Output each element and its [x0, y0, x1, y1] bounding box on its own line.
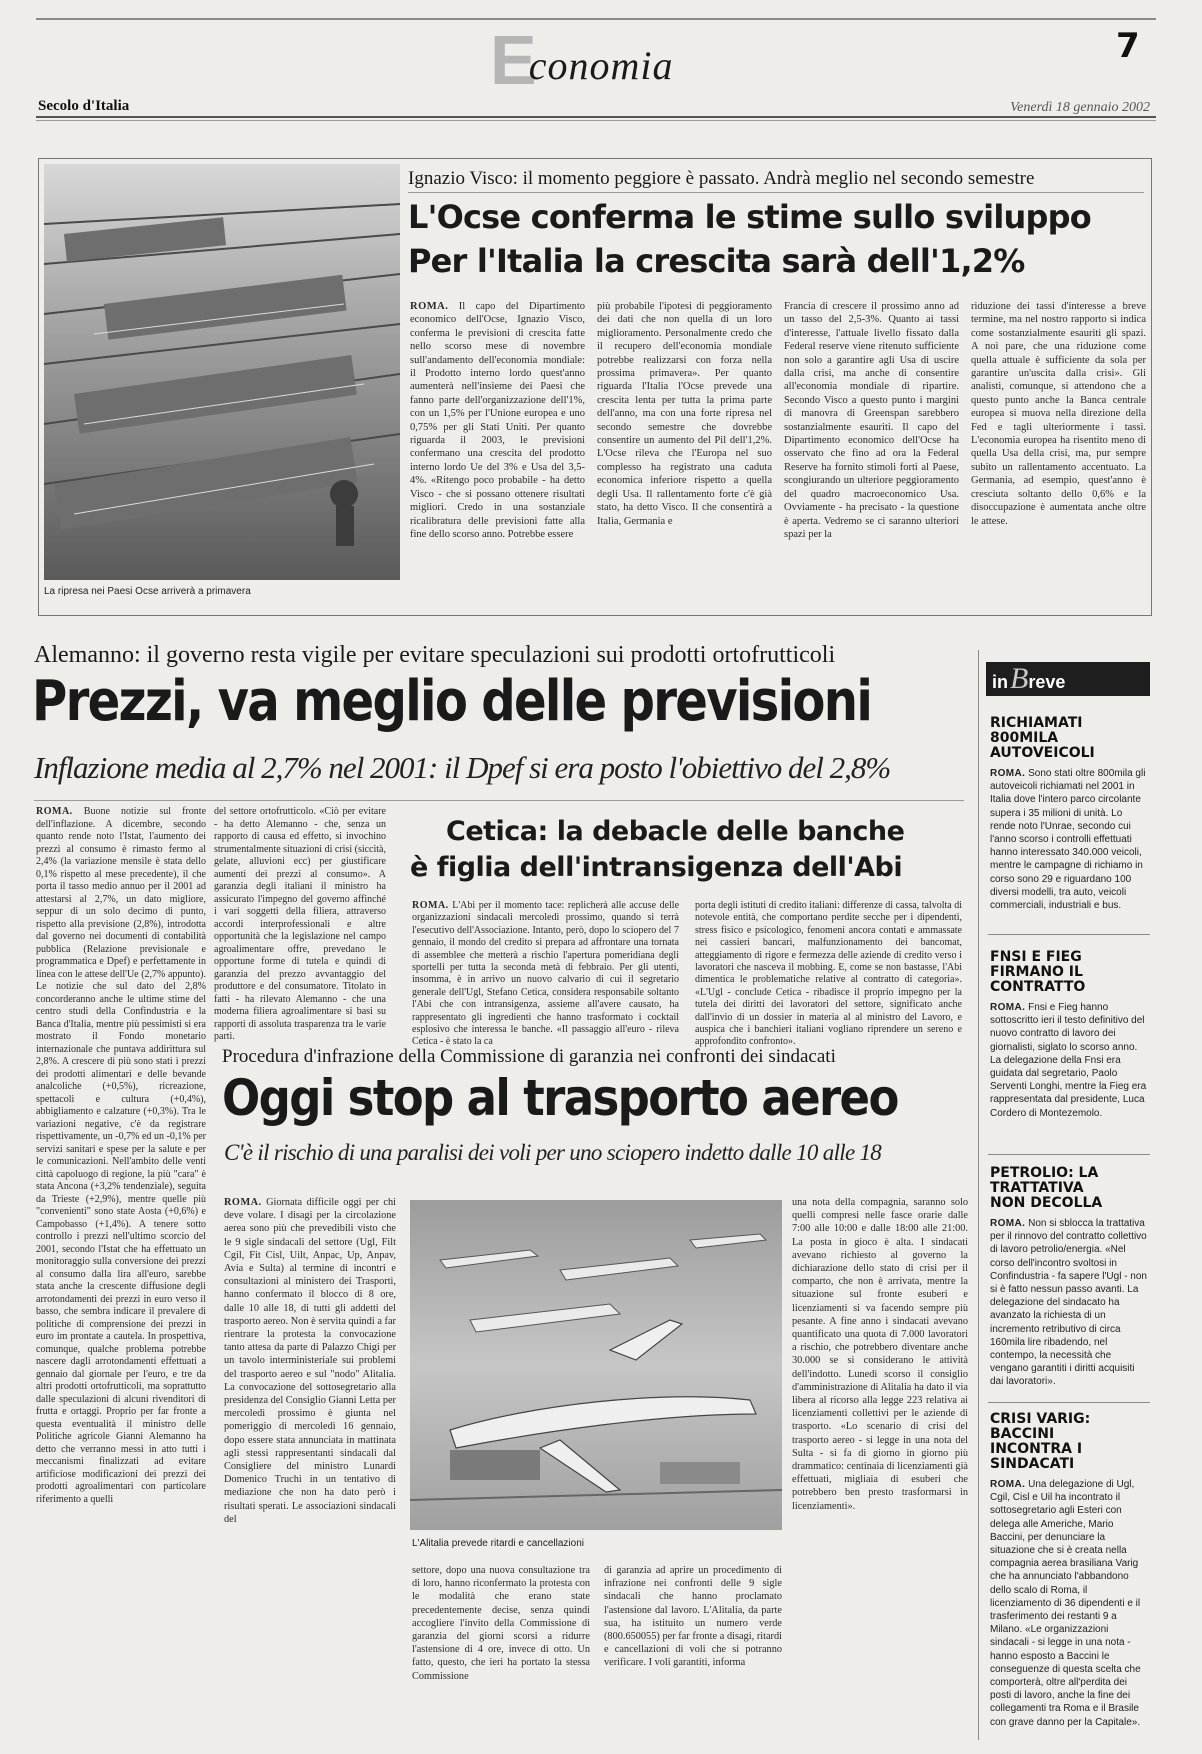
aereo-col-2 — [412, 1564, 590, 1740]
ocse-col-3 — [784, 300, 959, 608]
ocse-col-2-text: più probabile l'ipotesi di peggioramento dei dati che non quella di un loro miglioramento. Personalmente credo che il recupero dell'economia mondiale potrebbe realizzarsi con forza nella prossima primavera». Per quanto riguarda l'Italia l'Ocse prevede una crescita lenta per tutta la prima parte dell'anno, ma con una forte ripresa nel secondo semestre che dovrebbe consentire un aumento del Pil dell'1,2%. L'Ocse rileva che l'Europa nel suo complesso ha registrato una caduta economica inferiore rispetto a quella degli Usa. Il rallentamento forte c'è già stato, ha detto Visco. Il che consentirà a Italia, Germania e — [597, 301, 772, 527]
cetica-col-1-text: L'Abi per il momento tace: replicherà alle accuse delle organizzazioni sindacali mercoledì prossimo, quando si terrà l'esecutivo dell'Associazione. Intanto, però, dopo lo sciopero del 7 gennaio, il mondo del credito si prepara ad affrontare una tornata di assemblee che metterà a rischio l'apertura pomeridiana degli sportelli per tutta la seconda metà di febbraio. Per gli utenti, insomma, è in arrivo un nuovo calvario di cui il segretario generale dell'Ugl, Stefano Cetica, considera responsabile soltanto l'Abi che con intransigenza, assieme all'avere causato, ha rappresentato gli ingredienti che hanno trasformato i cocktail esplosivo che interessa le banche. «Il passaggio all'euro - rileva Cetica - è stato la ca — [412, 900, 680, 1048]
section-rest: conomia — [528, 43, 674, 88]
prezzi-col-1 — [36, 806, 206, 1738]
in-breve-initial: B — [1010, 662, 1029, 695]
in-breve-pre: in — [992, 672, 1008, 692]
aereo-photo-caption: L'Alitalia prevede ritardi e cancellazioni — [412, 1538, 585, 1549]
brief-item-2 — [990, 950, 1148, 1141]
aereo-col-3 — [604, 1564, 782, 1740]
paper-name: Secolo d'Italia — [38, 98, 130, 114]
brief-body-1-text: Sono stati oltre 800mila gli autoveicoli richiamati nel 2001 in Italia dove l'intero parco circolante supera i 35 milioni di unità. Lo rende noto l'Unrae, secondo cui l'anno scorso i controlli effettuati hanno interessato 340.000 veicoli, mentre le campagne di richiamo in corso sono 29 e riguardano 100 diversi modelli, tra auto, veicoli commerciali, industriali e bus. — [990, 768, 1146, 912]
ocse-photo-caption: La ripresa nei Paesi Ocse arriverà a primavera — [44, 586, 251, 597]
brief-item-4 — [990, 1412, 1148, 1746]
brief-body-2-text: Fnsi e Fieg hanno sottoscritto ieri il testo definitivo del nuovo contratto di lavoro dei giornalisti, siglato lo scorso anno. La delegazione della Fnsi era guidata dal segretario, Paolo Serventi Longhi, mentre la Fieg era rappresentata dal presidente, Luca Cordero di Montezemolo. — [990, 1002, 1147, 1119]
brief-item-3 — [990, 1166, 1148, 1401]
aereo-col-3-text: di garanzia ad aprire un procedimento di infrazione nei confronti delle 9 sigle sindacali che hanno proclamato l'astensione dal lavoro. L'Alitalia, da parte sua, ha istituito un numero verde (800.650055) per far fronte a disagi, ritardi e cancellazioni di voli che si potranno verificare. I voli garantiti, informa — [604, 1565, 782, 1669]
brief-dateline-1: ROMA. — [990, 768, 1026, 779]
prezzi-subtitle: Inflazione media al 2,7% nel 2001: il Dpef si era posto l'obiettivo del 2,8% — [34, 750, 891, 785]
cetica-title-line1: Cetica: la debacle delle banche — [446, 816, 905, 847]
aereo-col-4 — [792, 1196, 968, 1706]
ocse-title-line2: Per l'Italia la crescita sarà dell'1,2% — [408, 242, 1025, 280]
aereo-col-2-text: settore, dopo una nuova consultazione tra di loro, hanno riconfermato la protesta con le modalità che erano state precedentemente decise, senza quindi accogliere l'invito della Commissione di garanzia del giorni scorsi a ridurre l'astensione di 4 ore, invece di otto. Un fatto, questo, che ieri ha portato la stessa Commissione — [412, 1565, 590, 1682]
cetica-body — [412, 900, 962, 1048]
section-initial: E — [490, 21, 537, 99]
aereo-kicker: Procedura d'infrazione della Commissione di garanzia nei confronti dei sindacati — [222, 1046, 836, 1067]
section-title — [490, 21, 674, 99]
ocse-col-4 — [971, 300, 1146, 608]
aereo-dateline: ROMA. — [224, 1197, 262, 1208]
ocse-col-1-text: Il capo del Dipartimento economico dell'Ocse, Ignazio Visco, conferma le previsioni di crescita fatte nello scorso mese di novembre sull'andamento dell'economia mondiale: il Prodotto interno lordo quest'anno aumenterà nell'insieme dei Paesi che fanno parte dell'organizzazione dell'1%, con un 1,5% per l'Unione europea e uno 0,75% per gli Stati Uniti. Per quanto riguarda il 2003, le previsioni confermano una crescita del prodotto interno lordo Ue del 3% e Usa del 3,5-4%. «Ritengo poco probabile - ha detto Visco - che si possano ottenere risultati migliori. Credo in una sostanziale ricalibratura delle previsioni fatte alla fine dello scorso anno. Potrebbe essere — [410, 301, 585, 540]
ocse-dateline: ROMA. — [410, 301, 449, 312]
brief-body-3-text: Non si sblocca la trattativa per il rinnovo del contratto collettivo di lavoro petrolio/energia. «Nel corso dell'incontro svoltosi in Confindustria - fa sapere l'Ugl - non si è fatto nessun passo avanti. La delegazione del sindacato ha avanzato la richiesta di un incremento retributivo di circa 160mila lire ribadendo, nel contempo, la necessità che vengano garantiti i diritti acquisiti dai lavoratori». — [990, 1218, 1147, 1388]
cetica-col-2 — [695, 900, 962, 1048]
aereo-title: Oggi stop al trasporto aereo — [222, 1069, 898, 1127]
prezzi-kicker: Alemanno: il governo resta vigile per evitare speculazioni sui prodotti ortofrutticoli — [34, 642, 836, 668]
aereo-col-4-text: una nota della compagnia, saranno solo quelli compresi nelle fasce orarie dalle 7:00 alle 10:00 e dalle 18:00 alle 21:00. La posta in gioco è alta. I sindacati avevano richiesto al governo la dichiarazione dello stato di crisi per il comparto, che non è arrivata, mentre la situazione sul fronte esuberi e licenziamenti si va facendo sempre più pesante. A fine anno i sindacati avevano quantificato una quota di 7.000 lavoratori a rischio, che potrebbero diventare anche 30.000 se si considerano le attività dell'indotto. Lunedì scorso il consiglio d'amministrazione di Alitalia ha dato il via libera al ricorso alla legge 223 relativa ai licenziamenti collettivi per le aziende di trasporto. «Lo scenario di crisi del trasporto aereo - si legge in una nota del Sulta - si fa di giorno in giorno più drammatico: centinaia di licenziamenti già effettuati, migliaia di esuberi che potrebbero ben presto trasformarsi in licenziamenti». — [792, 1197, 968, 1512]
in-breve-logo — [986, 662, 1150, 696]
ocse-col-3-text: Francia di crescere il prossimo anno ad un tasso del 2,5-3%. Quanto ai tassi d'interesse, l'attuale livello fissato dalla Federal reserve viene ritenuto sufficiente non solo a garantire agli Usa di uscire dalla crisi, ma anche di consentire all'economia mondiale di ripartire. Secondo Visco a questo punto i margini di manovra di Greenspan sarebbero sostanzialmente esauriti. Il capo del Dipartimento economico dell'Ocse ha osservato che fino ad ora la Federal Reserve ha fornito stimoli forti al Paese, scongiurando un ulteriore peggioramento del quadro macroeconomico Usa. Ovviamente - ha precisato - la questione è aperta. Vedremo se ci saranno ulteriori spazi per la — [784, 301, 959, 540]
brief-title-1: RICHIAMATI 800MILA AUTOVEICOLI — [990, 715, 1095, 761]
ocse-title-line1: L'Ocse conferma le stime sullo sviluppo — [408, 198, 1091, 236]
ocse-col-2 — [597, 300, 772, 608]
brief-body-1 — [990, 767, 1148, 925]
aereo-col-1 — [224, 1196, 396, 1622]
ocse-kicker: Ignazio Visco: il momento peggiore è passato. Andrà meglio nel secondo semestre — [408, 168, 1035, 189]
ocse-col-4-text: riduzione dei tassi d'interesse a breve termine, ma nel nostro rapporto si indica come sostanzialmente esauriti gli spazi. A noi pare, che una riduzione come quella attuale è sufficiente da sola per garantire un'uscita dalla crisi». Gli analisti, comunque, si attendono che a questo punto anche la Banca centrale europea si muova nella direzione della Fed e tagli ulteriormente i tassi. L'economia europea ha risentito meno di quella Usa della crisi, ma, pur sempre subito un rallentamento accentuato. La Germania, ad esempio, quest'anno è cresciuta soltanto dello 0,6% e la disoccupazione è aumentata anche oltre le attese. — [971, 301, 1146, 527]
cetica-col-1 — [412, 900, 680, 1048]
prezzi-col-1-text: Buone notizie sul fronte dell'inflazione. A dicembre, secondo quanto rende noto l'Istat, l'aumento dei prezzi al consumo è rimasto fermo al 2,4% (la variazione mensile è stata dello 0,1% rispetto al mese precedente), il che porta il tasso medio annuo per il 2001 ad attestarsi al 2,7%, un dato migliore, seppur di un solo decimo di punto, rispetto alla previsione (2,8%), introdotta dal governo nei documenti di contabilità pubblica (Relazione previsionale e programmatica e Dpef) e perfettamente in linea con le attese dell'Ue (2,7% appunto). Le notizie che sul dato del 2,8% concorderanno anche le ultime stime del centro studi della Confindustria e la Banca d'Italia, mentre più pessimisti si era mostrato il Fondo monetario internazionale che puntava addirittura sul 2,8%. A crescere di più sono stati i prezzi dei prodotti alimentari e delle bevande analcoliche (+0,5%), ricreazione, spettacoli e cultura (+0,4%), abbigliamento e calzature (+0,3%). Tra le variazioni negative, c'è da registrare rispettivamente, un -0,7% ed un -0,1% per servizi sanitari e spese per la salute e per le comunicazioni. Nell'ambito delle venti città capoluogo di regione, la più "cara" è stata Ancona (+3,2% tendenziale), seguita da Trieste (+2,9%), mentre quelle più "convenienti" sono state Aosta (+0,6%) e Campobasso (+1,4%). A tenere sotto controllo i prezzi nell'ultimo scorcio del 2001, secondo l'Istat che ha effettuato un monitoraggio sulla conversione dei prezzi al consumo dalla lira all'euro, sarebbe stata anche la crescente diffusione degli arrotondamenti dei prezzi in euro verso il basso, che sembra indicare il prevalere di politiche di comprensione dei prezzi in euro im prontate a cautela. In prospettiva, comunque, qualche problema potrebbe nascere dagli arrotondamenti effettuati a gennaio dal giornale per l'euro, e tre da altri prodotti ortofrutticoli, ma soprattutto dalle speculazioni di alcuni rivenditori di frutta e ortaggi. Proprio per far fronte a questa eventualità il ministro delle Politiche agricole Gianni Alemanno ha detto che verranno messi in atto tutti i meccanismi finalizzati ad evitare artificiose modificazioni dei prezzi dei prodotti agroalimentari con particolare riferimento a quelli — [36, 806, 207, 1505]
issue-date: Venerdì 18 gennaio 2002 — [1010, 100, 1150, 115]
factory-photo — [44, 164, 400, 580]
factory-photo-art — [44, 164, 400, 580]
brief-body-4-text: Una delegazione di Ugl, Cgil, Cisl e Uil ha incontrato il sottosegretario agli Esteri con delega alle Americhe, Mario Baccini, per denunciare la situazione che si è creata nella compagnia aerea brasiliana Varig che ha annunciato l'abbandono dello scalo di Roma, il licenziamento di 36 dipendenti e il trasferimento dei restanti 9 a Milano. «Le organizzazioni sindacali - si legge in una nota - hanno esposto a Baccini le conseguenze di questa scelta che comporterà, oltre all'perdita dei posti di lavoro, anche la fine dei collegamenti tra Roma e il Brasile con grave danno per la Capitale». — [990, 1479, 1141, 1728]
airport-photo-art — [410, 1200, 782, 1530]
ocse-body — [410, 300, 1146, 608]
brief-title-2: FNSI E FIEG FIRMANO IL CONTRATTO — [990, 949, 1086, 995]
brief-body-2 — [990, 1001, 1148, 1141]
brief-dateline-3: ROMA. — [990, 1218, 1026, 1229]
aereo-subtitle: C'è il rischio di una paralisi dei voli per uno sciopero indetto dalle 10 alle 18 — [224, 1140, 882, 1165]
cetica-col-2-text: porta degli istituti di credito italiani: differenze di cassa, talvolta di notevole entità, che comportano perdite secche per i dipendenti, stress fisico e psicologico, fenomeni ancora contati e ammassate nei cassieri bancari, malfunzionamento dei bancomat, atteggiamento di rigore e fermezza delle aziende di credito verso i lavoratori che nasceva il mobbing. E, come se non bastasse, l'Abi dimentica le problematiche relative al contratto di categoria». «L'Ugl - conclude Cetica - ribadisce il proprio impegno per la tutela dei diritti dei lavoratori del settore, significato anche dall'invio di un dossier in materia al al ministro del Lavoro, e auspica che i banchieri italiani vogliano riprendere un sereno e approfondito confronto». — [695, 900, 962, 1048]
prezzi-col-2-text: del settore ortofrutticolo. «Ciò per evitare - ha detto Alemanno - che, senza un rapporto di causa ed effetto, si invochino strumentalmente situazioni di crisi (siccità, gelate, alluvioni ecc) per giustificare aumenti dei prezzi al consumo». A garanzia degli italiani il ministro ha assicurato l'impegno del governo affinché i vari soggetti della filiera, attraverso accordi interprofessionali e altre opportunità che la legislazione nel campo agroalimentare offre, prevedano le opportune forme di tutela e quindi di garanzia del prezzo avvantaggio del produttore e del consumatore. Titolato in fatti - ha rilevato Alemanno - che una moderna filiera agroalimentare si basi su rapporti di assoluta trasparenza tra le varie parti. — [214, 806, 386, 1042]
aereo-col-1-text: Giornata difficile oggi per chi deve volare. I disagi per la circolazione aerea sono più che prevedibili visto che le 9 sigle sindacali del settore (Ugl, Filt Cgil, Fit Cisl, Uilt, Anpac, Up, Anpav, Avia e Sulta) al termine di incontri e consultazioni al ministero dei Trasporti, hanno confermato il blocco di 8 ore, dalle 10 alle 18, di tutti gli addetti del trasporto aereo. Non è servita quindi a far rientrare la protesta la convocazione tanto attesa da parte di Palazzo Chigi per un tavolo interministeriale sui problemi del trasporto aereo e sul "nodo" Alitalia. La convocazione del sottosegretario alla presidenza del Consiglio Gianni Letta per mercoledì prossimo è giunta nel pomeriggio di mercoledì 16 gennaio, dopo essere stata annunciata in mattinata agli stessi rappresentanti sindacali dal Consigliere del ministro Lunardi Domenico Truchi in un tentativo di mediazione che non ha dato però i risultati sperati. Le associazioni sindacali del — [224, 1197, 396, 1525]
airport-photo — [410, 1200, 782, 1530]
brief-title-3: PETROLIO: LA TRATTATIVA NON DECOLLA — [990, 1165, 1103, 1211]
brief-body-4 — [990, 1478, 1148, 1746]
brief-title-4: CRISI VARIG: BACCINI INCONTRA I SINDACATI — [990, 1411, 1091, 1472]
brief-body-3 — [990, 1217, 1148, 1401]
cetica-dateline: ROMA. — [412, 900, 449, 911]
brief-dateline-4: ROMA. — [990, 1479, 1026, 1490]
brief-item-1 — [990, 716, 1148, 925]
in-breve-rest: reve — [1028, 672, 1066, 692]
prezzi-col-2 — [214, 806, 386, 1042]
page-number: 7 — [1116, 26, 1140, 66]
ocse-col-1 — [410, 300, 585, 608]
prezzi-dateline: ROMA. — [36, 806, 73, 817]
prezzi-title: Prezzi, va meglio delle previsioni — [32, 669, 872, 734]
brief-dateline-2: ROMA. — [990, 1002, 1026, 1013]
cetica-title-line2: è figlia dell'intransigenza dell'Abi — [410, 852, 903, 883]
